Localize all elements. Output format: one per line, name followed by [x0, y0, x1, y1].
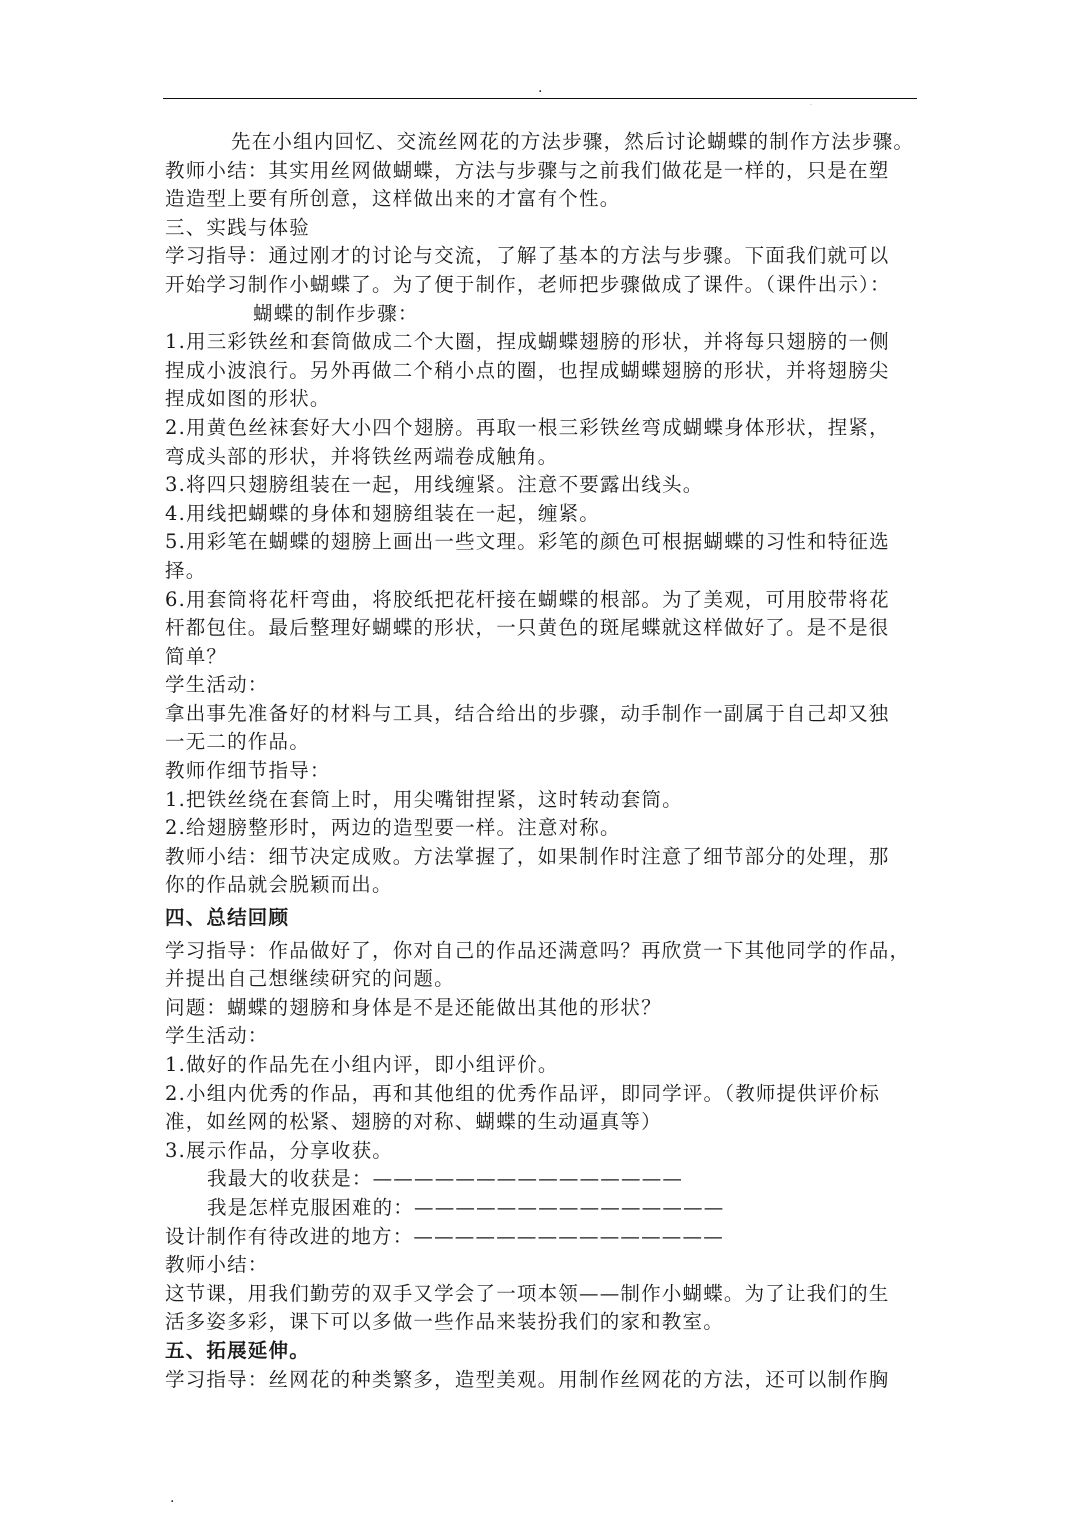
list-item: 2.用黄色丝袜套好大小四个翅膀。再取一根三彩铁丝弯成蝴蝶身体形状，捏紧，	[165, 415, 890, 439]
header-rule	[163, 98, 917, 99]
list-item: 1.用三彩铁丝和套筒做成二个大圈，捏成蝴蝶翅膀的形状，并将每只翅膀的一侧	[165, 330, 890, 354]
label-line: 教师小结：	[165, 1253, 269, 1277]
list-item: 5.用彩笔在蝴蝶的翅膀上画出一些文理。彩笔的颜色可根据蝴蝶的习性和特征选	[165, 530, 890, 554]
paragraph-line: 问题：蝴蝶的翅膀和身体是不是还能做出其他的形状？	[165, 995, 662, 1019]
list-item: 1.把铁丝绕在套筒上时，用尖嘴钳捏紧，这时转动套筒。	[165, 787, 683, 811]
paragraph-line: 杆都包住。最后整理好蝴蝶的形状，一只黄色的斑尾蝶就这样做好了。是不是很	[165, 616, 890, 640]
list-item: 3.将四只翅膀组装在一起，用线缠紧。注意不要露出线头。	[165, 473, 704, 497]
paragraph-line: 准，如丝网的松紧、翅膀的对称、蝴蝶的生动逼真等）	[165, 1110, 662, 1134]
list-item: 2.给翅膀整形时，两边的造型要一样。注意对称。	[165, 816, 621, 840]
label-line: 学生活动：	[165, 1024, 269, 1048]
paragraph-line: 造造型上要有所创意，这样做出来的才富有个性。	[165, 187, 621, 211]
paragraph-line: 教师小结：细节决定成败。方法掌握了，如果制作时注意了细节部分的处理，那	[165, 844, 890, 868]
document-body	[165, 128, 917, 1394]
paragraph-line: 开始学习制作小蝴蝶了。为了便于制作，老师把步骤做成了课件。（课件出示）：	[165, 272, 891, 296]
list-item: 1.做好的作品先在小组内评，即小组评价。	[165, 1053, 559, 1076]
paragraph-line: 你的作品就会脱颖而出。	[165, 873, 393, 897]
paragraph-line: 弯成头部的形状，并将铁丝两端卷成触角。	[165, 444, 559, 468]
paragraph-line: 学习指导：通过刚才的讨论与交流，了解了基本的方法与步骤。下面我们就可以	[165, 244, 890, 268]
header-tick-mark: .	[810, 100, 812, 107]
paragraph-line: 捏成小波浪行。另外再做二个稍小点的圈，也捏成蝴蝶翅膀的形状，并将翅膀尖	[165, 358, 890, 382]
fill-in-line: 我是怎样克服困难的：———————————————	[207, 1195, 725, 1219]
paragraph-line: 学习指导：丝网花的种类繁多，造型美观。用制作丝网花的方法，还可以制作胸	[165, 1367, 890, 1391]
list-item: 6.用套筒将花杆弯曲，将胶纸把花杆接在蝴蝶的根部。为了美观，可用胶带将花	[165, 587, 890, 611]
list-item: 3.展示作品，分享收获。	[165, 1138, 394, 1162]
paragraph-line: 捏成如图的形状。	[165, 387, 331, 411]
section-heading: 三、实践与体验	[165, 215, 310, 239]
header-dot: .	[538, 80, 543, 96]
label-line: 学生活动：	[165, 673, 269, 697]
paragraph-line: 简单？	[165, 644, 228, 668]
paragraph-line: 教师小结：其实用丝网做蝴蝶，方法与步骤与之前我们做花是一样的，只是在塑	[165, 158, 890, 182]
label-line: 教师作细节指导：	[165, 759, 331, 783]
paragraph-line: 先在小组内回忆、交流丝网花的方法步骤，然后讨论蝴蝶的制作方法步骤。	[231, 130, 915, 153]
footer-dot: .	[170, 1490, 175, 1506]
section-heading: 四、总结回顾	[165, 906, 290, 930]
fill-in-line: 我最大的收获是：———————————————	[207, 1167, 684, 1191]
section-heading: 五、拓展延伸。	[165, 1338, 310, 1362]
paragraph-line: 择。	[165, 558, 207, 582]
fill-in-line: 设计制作有待改进的地方：———————————————	[165, 1224, 724, 1248]
subheading: 蝴蝶的制作步骤：	[253, 301, 419, 325]
list-item: 4.用线把蝴蝶的身体和翅膀组装在一起，缠紧。	[165, 501, 601, 525]
paragraph-line: 活多姿多彩，课下可以多做一些作品来装扮我们的家和教室。	[165, 1310, 724, 1334]
paragraph-line: 并提出自己想继续研究的问题。	[165, 967, 455, 991]
paragraph-line: 这节课，用我们勤劳的双手又学会了一项本领——制作小蝴蝶。为了让我们的生	[165, 1281, 890, 1305]
paragraph-line: 学习指导：作品做好了，你对自己的作品还满意吗？再欣赏一下其他同学的作品，	[165, 938, 911, 962]
list-item: 2.小组内优秀的作品，再和其他组的优秀作品评，即同学评。（教师提供评价标	[165, 1081, 881, 1105]
paragraph-line: 一无二的作品。	[165, 730, 310, 754]
paragraph-line: 拿出事先准备好的材料与工具，结合给出的步骤，动手制作一副属于自己却又独	[165, 701, 890, 725]
